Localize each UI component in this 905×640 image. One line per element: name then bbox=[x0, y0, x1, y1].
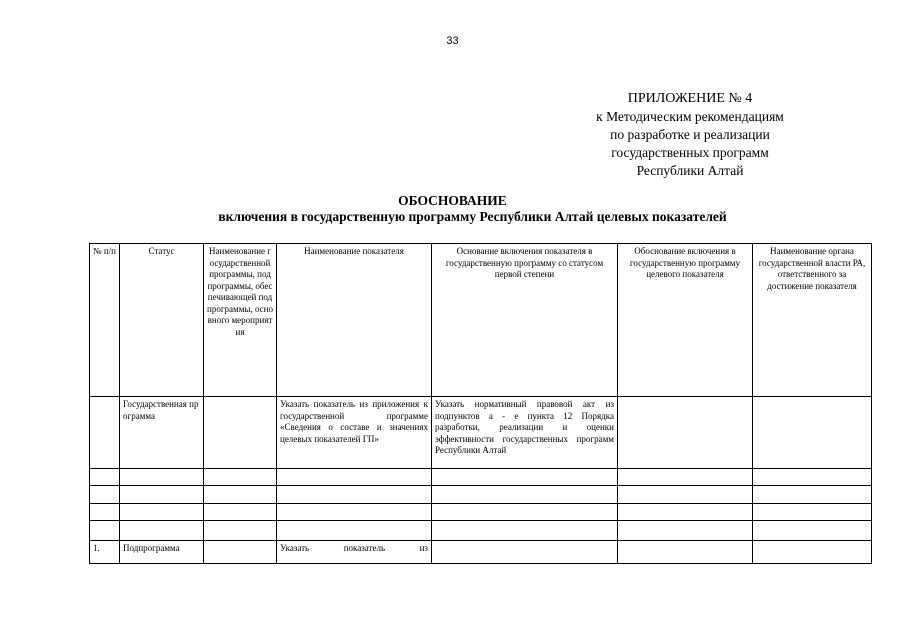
cell-indicator-name: Указать показатель из приложения к государственной программе «Сведения о составе и значениях целевых показателей ГП» bbox=[277, 397, 432, 469]
cell-basis-target bbox=[618, 397, 753, 469]
header-num: № п/п bbox=[90, 244, 120, 397]
appendix-line: по разработке и реализации bbox=[610, 127, 770, 142]
header-authority: Наименование органа государственной власти РА, ответственного за достижение показателя bbox=[753, 244, 872, 397]
indicators-table bbox=[89, 243, 872, 564]
cell-program-name bbox=[204, 541, 277, 564]
cell-basis-first bbox=[432, 541, 618, 564]
appendix-title: ПРИЛОЖЕНИЕ № 4 bbox=[627, 91, 753, 106]
cell-program-name bbox=[204, 397, 277, 469]
table-row-empty bbox=[90, 504, 872, 521]
table-row-empty bbox=[90, 469, 872, 486]
table-header-row bbox=[90, 244, 872, 397]
appendix-line: Республики Алтай bbox=[636, 163, 744, 178]
document-subtitle: включения в государственную программу Республики Алтай целевых показателей bbox=[218, 209, 727, 224]
cell-basis-first: Указать нормативный правовой акт из подпунктов а - е пункта 12 Порядка разработки, реализации и оценки эффективности государственных программ Республики Алтай bbox=[432, 397, 618, 469]
document-title: ОБОСНОВАНИЕ bbox=[398, 193, 507, 208]
cell-status: Подпрограмма bbox=[120, 541, 204, 564]
header-status: Статус bbox=[120, 244, 204, 397]
appendix-line: к Методическим рекомендациям bbox=[596, 109, 784, 124]
appendix-line: государственных программ bbox=[611, 145, 769, 160]
header-indicator-name: Наименование показателя bbox=[277, 244, 432, 397]
table-row-gp bbox=[90, 397, 872, 469]
appendix-header bbox=[580, 90, 800, 180]
cell-num: 1. bbox=[90, 541, 120, 564]
cell-basis-target bbox=[618, 541, 753, 564]
cell-authority bbox=[753, 541, 872, 564]
cell-num bbox=[90, 397, 120, 469]
header-basis-target: Обоснование включения в государственную программу целевого показателя bbox=[618, 244, 753, 397]
cell-indicator-name: Указать показатель из bbox=[277, 541, 432, 564]
cell-authority bbox=[753, 397, 872, 469]
cell-status: Государственная программа bbox=[120, 397, 204, 469]
header-basis-first: Основание включения показателя в государственную программу со статусом первой степени bbox=[432, 244, 618, 397]
header-program-name: Наименование государственной программы, подпрограммы, обеспечивающей подпрограммы, основного мероприятия bbox=[204, 244, 277, 397]
table-row-empty bbox=[90, 521, 872, 541]
table-row-subprogram bbox=[90, 541, 872, 564]
page-number: 33 bbox=[446, 35, 459, 47]
table-row-empty bbox=[90, 486, 872, 504]
